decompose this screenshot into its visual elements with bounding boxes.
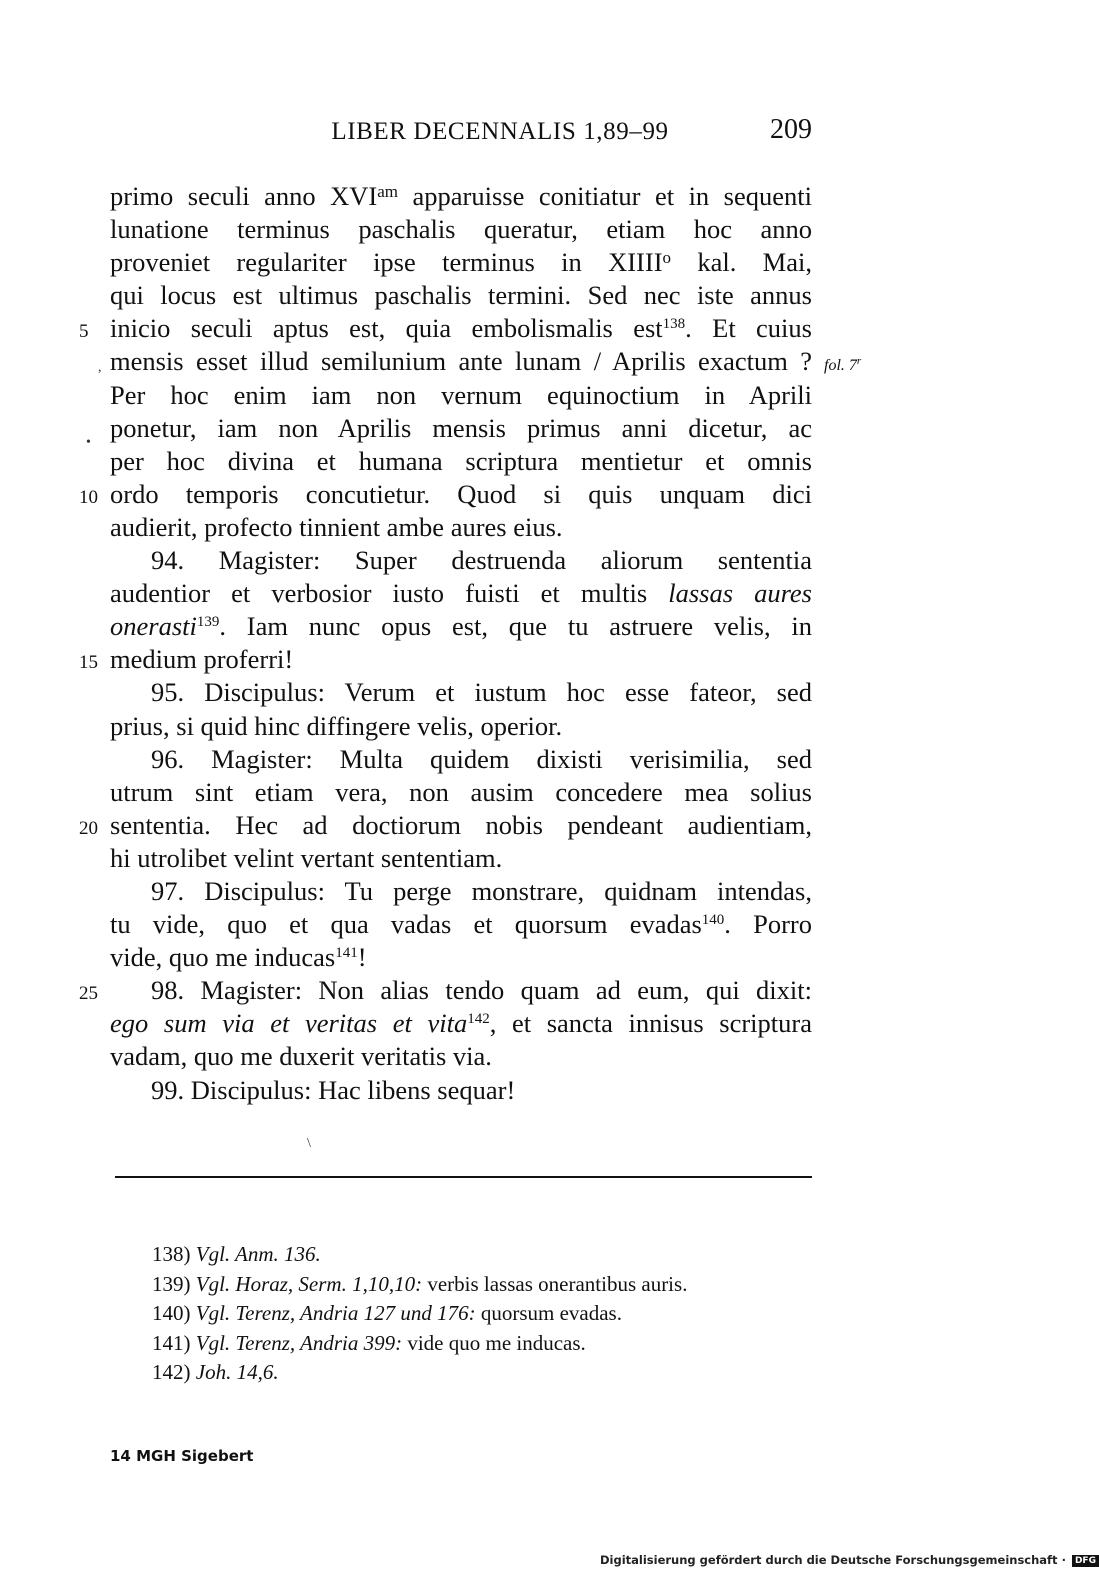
footnote-text: vide quo me inducas.: [402, 1330, 586, 1355]
main-text: [79, 180, 862, 1107]
footnote: [152, 1329, 832, 1359]
text-segment: inicio seculi aptus est, quia embolismalis est: [110, 313, 663, 344]
text-line: utrum sint etiam vera, non ausim concedere mea solius: [110, 776, 812, 807]
text-line: [79, 809, 812, 842]
line-number: 5: [79, 321, 89, 343]
ordinal-superscript: o: [662, 248, 672, 268]
footnote-marker[interactable]: 140: [701, 912, 725, 929]
footnote-number: 139): [152, 1271, 191, 1296]
text-segment: tu vide, quo et qua vadas et quorsum evadas: [110, 909, 702, 940]
text-line: Per hoc enim iam non vernum equinoctium in Aprili: [110, 379, 812, 410]
line-number: 15: [79, 652, 98, 674]
line-number: 10: [79, 486, 98, 508]
text-segment: . Porro: [724, 909, 812, 940]
running-title: LIBER DECENNALIS 1,89–99: [331, 118, 669, 145]
footnote-number: 140): [152, 1301, 191, 1325]
footnote-number: 141): [152, 1330, 191, 1355]
text-line: 94. Magister: Super destruenda aliorum sententia: [151, 545, 812, 576]
footnote: [152, 1358, 832, 1388]
text-line: per hoc divina et humana scriptura mentietur et omnis: [110, 445, 812, 476]
text-line: [110, 577, 812, 610]
text-line: 96. Magister: Multa quidem dixisti verisimilia, sed: [151, 743, 812, 774]
text-line: [110, 180, 812, 213]
text-line: [79, 312, 812, 345]
footnote-reference: Vgl. Terenz, Andria 127 und 176:: [195, 1301, 476, 1325]
text-line: vadam, quo me duxerit veritatis via.: [110, 1041, 492, 1072]
text-line: audierit, profecto tinnient ambe aures eius.: [110, 511, 563, 542]
footnote-marker[interactable]: 138: [662, 316, 686, 333]
quotation-italic: lassas aures: [668, 578, 812, 609]
dfg-logo-icon: DFG: [1072, 1555, 1099, 1567]
text-line: [79, 478, 812, 511]
line-number: 20: [79, 817, 98, 839]
footnote-reference: Vgl. Horaz, Serm. 1,10,10:: [195, 1271, 423, 1296]
text-segment: medium proferri!: [110, 644, 294, 675]
digitization-note: Digitalisierung gefördert durch die Deutsche Forschungsgemeinschaft: [600, 1553, 1058, 1567]
footnote-reference: Vgl. Terenz, Andria 399:: [195, 1330, 403, 1355]
text-line: hi utrolibet velint vertant sententiam.: [110, 842, 503, 873]
footnote-reference: Joh. 14,6.: [195, 1360, 279, 1384]
text-segment: ponetur, iam non Aprilis mensis primus anni dicetur, ac: [110, 412, 812, 443]
text-segment: proveniet regulariter ipse terminus in XIIII: [110, 247, 663, 278]
folio-label: fol. 7: [824, 357, 857, 375]
text-line: [79, 974, 812, 1007]
text-segment: , et sancta innisus scriptura: [489, 1008, 812, 1039]
text-segment: . Et cuius: [685, 313, 812, 344]
text-segment: mensis esset illud semilunium ante lunam / Aprilis exactum ?: [110, 346, 812, 377]
stray-mark: \: [307, 1136, 311, 1151]
footnote-marker[interactable]: 139: [196, 614, 220, 631]
quotation-italic: ego sum via et veritas et vita: [110, 1008, 468, 1039]
page-number: 209: [770, 114, 812, 145]
text-line: [98, 345, 862, 378]
line-number: 25: [79, 983, 98, 1005]
text-line: 97. Discipulus: Tu perge monstrare, quidnam intendas,: [151, 875, 812, 906]
footnote-reference: Vgl. Anm. 136.: [195, 1242, 321, 1266]
text-segment: apparuisse conitiatur et in sequenti: [398, 181, 812, 211]
text-line: prius, si quid hinc diffingere velis, operior.: [110, 710, 563, 741]
footnote-marker[interactable]: 141: [335, 945, 358, 962]
text-line: lunatione terminus paschalis queratur, etiam hoc anno: [110, 214, 812, 245]
margin-folio-note: [824, 349, 861, 382]
text-line: qui locus est ultimus paschalis termini. Sed nec iste annus: [110, 280, 812, 311]
text-segment: audentior et verbosior iusto fuisti et multis: [110, 578, 669, 609]
text-segment: . Iam nunc opus est, que tu astruere velis, in: [219, 611, 812, 642]
text-segment: sententia. Hec ad doctiorum nobis pendeant audientiam,: [110, 809, 812, 840]
text-line: [110, 908, 812, 941]
footnotes: [152, 1240, 832, 1388]
text-line: [110, 610, 812, 643]
text-line: [110, 1007, 812, 1040]
text-segment: ordo temporis concutietur. Quod si quis unquam dici: [110, 478, 812, 509]
footnote-number: 142): [152, 1360, 191, 1384]
quotation-italic: onerasti: [110, 611, 197, 642]
text-segment: kal. Mai,: [671, 247, 812, 278]
text-segment: 98. Magister: Non alias tendo quam ad eum, qui dixit:: [151, 975, 812, 1006]
footnote: [152, 1270, 832, 1300]
text-line: 99. Discipulus: Hac libens sequar!: [151, 1074, 516, 1105]
digitization-credit: Digitalisierung gefördert durch die Deutsche Forschungsgemeinschaft · DFG: [600, 1553, 1099, 1567]
ordinal-superscript: am: [377, 182, 399, 201]
text-segment: !: [357, 942, 367, 973]
text-line: 95. Discipulus: Verum et iustum hoc esse fateor, sed: [151, 677, 812, 708]
footnote-marker[interactable]: 142: [467, 1011, 490, 1028]
footnote-number: 138): [152, 1242, 191, 1266]
folio-superscript: r: [856, 355, 862, 368]
stray-mark: ,: [98, 360, 102, 376]
text-line: [86, 412, 812, 450]
text-line: [79, 643, 812, 676]
footnote-text: quorsum evadas.: [475, 1301, 622, 1325]
footnote-separator-rule: [115, 1176, 812, 1178]
text-line: [110, 246, 812, 279]
footnote-text: verbis lassas onerantibus auris.: [422, 1271, 688, 1296]
footnote: [152, 1240, 832, 1270]
stray-mark: •: [86, 434, 91, 450]
text-segment: primo seculi anno XVI: [110, 181, 378, 211]
sheet-signature: 14 MGH Sigebert: [110, 1447, 254, 1465]
text-segment: vide, quo me inducas: [110, 942, 336, 973]
text-line: [110, 941, 812, 974]
footnote: [152, 1299, 832, 1329]
